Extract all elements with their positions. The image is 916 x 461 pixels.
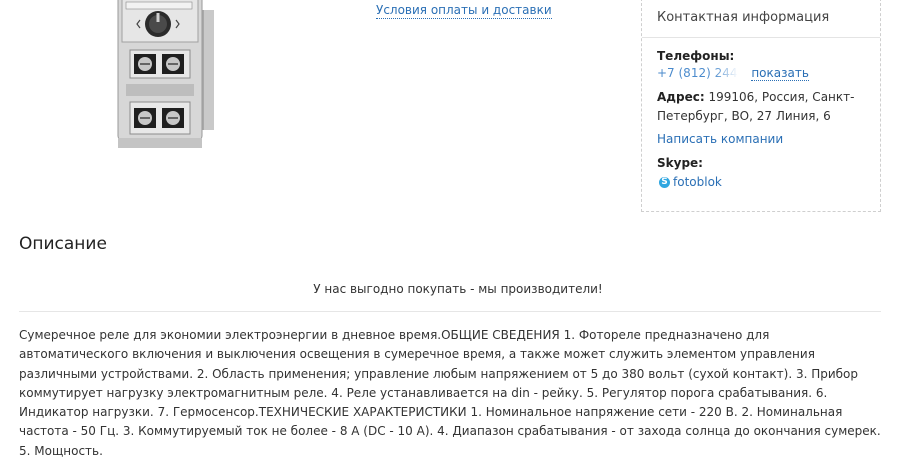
phone-row (657, 66, 809, 80)
relay-device-image[interactable] (104, 0, 224, 160)
skype-icon: S (659, 177, 670, 188)
divider (19, 311, 881, 312)
description-tagline: У нас выгодно покупать - мы производители! (313, 282, 603, 296)
show-phone-button[interactable]: показать (751, 66, 809, 80)
contact-info-box (641, 0, 881, 212)
description-text: Сумеречное реле для экономии электроэнергии в дневное время.ОБЩИЕ СВЕДЕНИЯ 1. Фотореле предназначено для автоматического включения и выключения освещения в сумеречное время, а также может служить элементом управления различными устройствами. 2. Область применения; управление любым напряжением от 5 до 380 вольт (сухой контакт). 3. Прибор коммутирует нагрузку электромагнитным реле. 4. Реле устанавливается на din - рейку. 5. Регулятор порога срабатывания. 6. Индикатор нагрузки. 7. Гермосенсор.ТЕХНИЧЕСКИЕ ХАРАКТЕРИСТИКИ 1. Номинальное напряжение сети - 220 В. 2. Номинальная частота - 50 Гц. 3. Коммутируемый ток не более - 8 А (DC - 10 А). 4. Диапазон срабатывания - от захода солнца до окончания сумерек. 5. Мощность. (19, 328, 881, 458)
address-label: Адрес: (657, 90, 705, 104)
skype-link[interactable] (659, 175, 722, 189)
address-value: 199106, Россия, Санкт-Петербург, ВО, 27 Линия, 6 (657, 90, 855, 123)
skype-label: Skype: (657, 156, 703, 170)
address-block (657, 88, 862, 126)
divider (642, 37, 880, 38)
phones-label: Телефоны: (657, 49, 735, 63)
description-heading: Описание (19, 234, 107, 254)
write-company-link[interactable]: Написать компании (657, 132, 784, 146)
payment-delivery-link[interactable]: Условия оплаты и доставки (376, 3, 552, 17)
phone-number: +7 (812) 244 (657, 66, 738, 80)
skype-name: fotoblok (673, 175, 722, 189)
contact-info-title: Контактная информация (657, 10, 830, 25)
